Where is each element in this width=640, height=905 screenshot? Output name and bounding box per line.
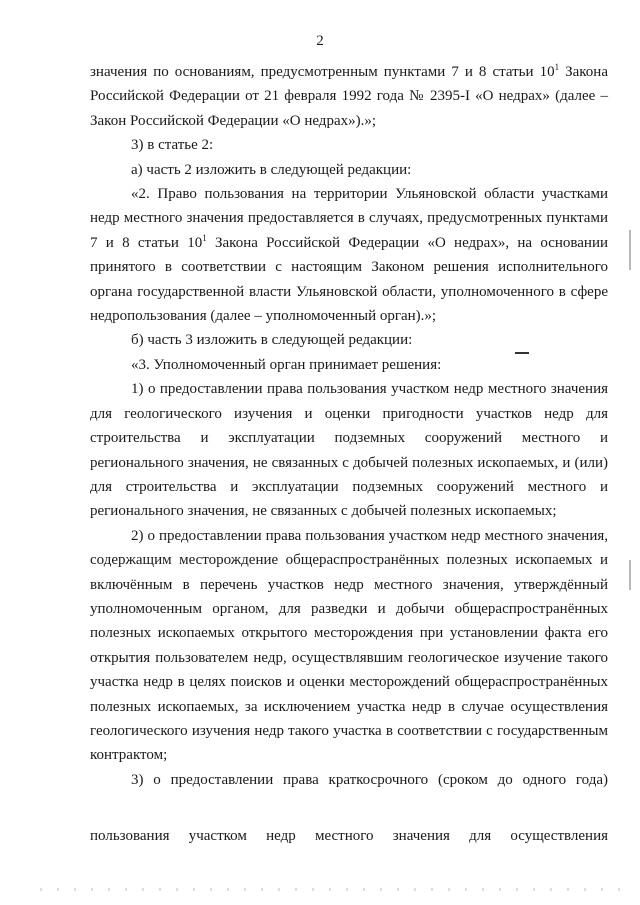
scan-edge-mark xyxy=(629,230,631,270)
paragraph-part-2: «2. Право пользования на территории Ульяновской области участками недр местного значения предоставляется в случаях, предусмотренных пунктами 7 и 8 статьи $10^1$ Закона Российской Федерации «О недрах», на основании принятого в соответствии с настоящим Законом решения исполнительного органа государственной власти Ульяновской области, уполномоченного в сфере недропользования (далее – уполномоченный орган).»; xyxy=(90,186,609,325)
paragraph-subitem-3-continuation: пользования участком недр местного значения для осуществления xyxy=(90,828,608,844)
document-body xyxy=(90,60,608,792)
scan-dash-mark xyxy=(515,352,529,354)
paragraph-item-a: а) часть 2 изложить в следующей редакции: xyxy=(131,161,412,178)
paragraph-item-3: 3) в статье 2: xyxy=(131,137,214,154)
scan-bottom-noise xyxy=(40,888,620,891)
paragraph-subitem-1: 1) о предоставлении права пользования участком недр местного значения для геологического изучения и оценки пригодности участков недр для строительства и эксплуатации подземных сооружений местного и регионального значения, не связанных с добычей полезных ископаемых, и (или) для строительства и эксплуатации подземных сооружений местного и регионального значения, не связанных с добычей полезных ископаемых; xyxy=(90,381,608,520)
scan-edge-mark xyxy=(629,560,631,590)
page-number: 2 xyxy=(316,33,324,49)
paragraph-item-b: б) часть 3 изложить в следующей редакции: xyxy=(131,332,413,349)
paragraph-continuation: значения по основаниям, предусмотренным пунктами 7 и 8 статьи $10^1$ Закона Российской Федерации от 21 февраля 1992 года № 2395-I «О недрах» (далее – Закон Российской Федерации «О недрах»).»; xyxy=(90,62,608,129)
paragraph-subitem-3: 3) о предоставлении права краткосрочного (сроком до одного года) xyxy=(131,771,608,788)
paragraph-subitem-2: 2) о предоставлении права пользования участком недр местного значения, содержащим месторождение общераспространённых полезных ископаемых и включённым в перечень участков недр местного значения, утверждённый уполномоченным органом, для разведки и добычи общераспространённых полезных ископаемых открытого месторождения при установлении факта его открытия пользователем недр, осуществлявшим геологическое изучение такого участка недр в целях поисков и оценки месторождений общераспространённых полезных ископаемых, за исключением участка недр в случае осуществления геологического изучения недр такого участка в соответствии с государственным контрактом; xyxy=(90,527,608,764)
paragraph-part-3: «3. Уполномоченный орган принимает решения: xyxy=(131,356,442,373)
